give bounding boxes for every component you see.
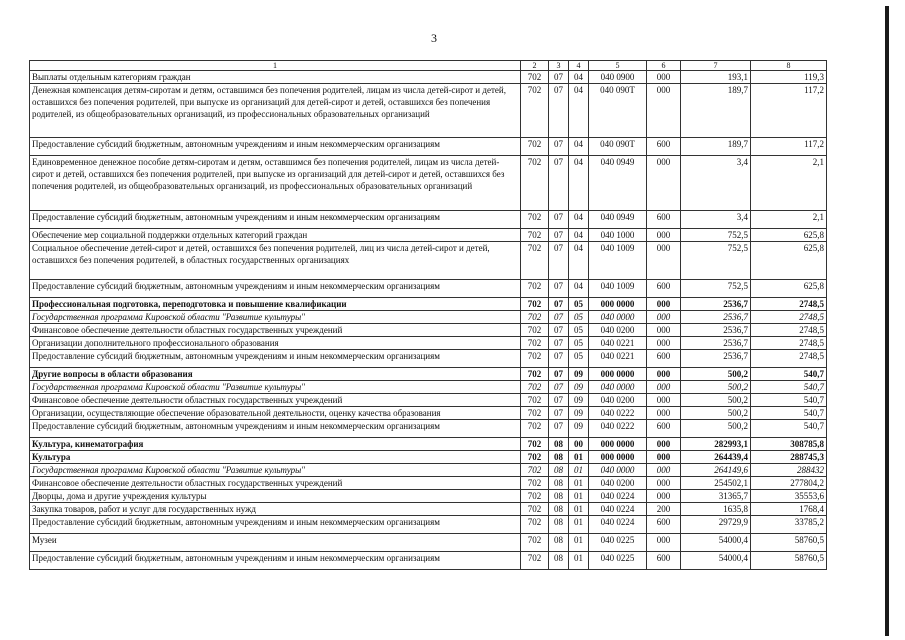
row-col5-cell: 040 0200	[589, 477, 647, 490]
row-col5-cell: 040 090Т	[589, 138, 647, 156]
row-col2-cell: 702	[521, 229, 549, 242]
row-col8-cell: 308785,8	[751, 438, 827, 451]
row-name-cell: Финансовое обеспечение деятельности областных государственных учреждений	[30, 394, 521, 407]
row-name-cell: Социальное обеспечение детей-сирот и детей, оставшихся без попечения родителей, лиц из числа детей-сирот и детей, оставшихся без попечения родителей, в областных государственных организациях	[30, 242, 521, 280]
row-col7-cell: 3,4	[681, 211, 751, 229]
row-col3-cell: 07	[549, 311, 569, 324]
row-col7-cell: 54000,4	[681, 534, 751, 552]
row-col5-cell: 040 0000	[589, 311, 647, 324]
table-row	[30, 138, 827, 156]
row-col6-cell: 600	[647, 138, 681, 156]
row-col6-cell: 600	[647, 552, 681, 570]
row-col5-cell: 040 0200	[589, 394, 647, 407]
table-row	[30, 407, 827, 420]
row-col6-cell: 600	[647, 280, 681, 298]
row-col8-cell: 540,7	[751, 368, 827, 381]
row-name-cell: Выплаты отдельным категориям граждан	[30, 71, 521, 84]
row-col7-cell: 500,2	[681, 407, 751, 420]
row-col6-cell: 600	[647, 350, 681, 368]
table-row	[30, 394, 827, 407]
row-col7-cell: 2536,7	[681, 311, 751, 324]
row-col8-cell: 2748,5	[751, 311, 827, 324]
row-col5-cell: 040 0222	[589, 420, 647, 438]
row-col6-cell: 000	[647, 242, 681, 280]
row-col4-cell: 05	[569, 324, 589, 337]
row-col2-cell: 702	[521, 407, 549, 420]
row-col8-cell: 58760,5	[751, 534, 827, 552]
row-col2-cell: 702	[521, 350, 549, 368]
row-col7-cell: 500,2	[681, 381, 751, 394]
row-name-cell: Предоставление субсидий бюджетным, автономным учреждениям и иным некоммерческим организациям	[30, 211, 521, 229]
header-col-8: 8	[751, 61, 827, 71]
row-col7-cell: 752,5	[681, 229, 751, 242]
table-row	[30, 368, 827, 381]
row-col6-cell: 000	[647, 534, 681, 552]
row-col7-cell: 500,2	[681, 394, 751, 407]
row-col4-cell: 05	[569, 311, 589, 324]
row-col7-cell: 29729,9	[681, 516, 751, 534]
row-col8-cell: 277804,2	[751, 477, 827, 490]
row-col3-cell: 07	[549, 337, 569, 350]
row-col6-cell: 000	[647, 229, 681, 242]
row-col2-cell: 702	[521, 394, 549, 407]
table-row	[30, 350, 827, 368]
row-col8-cell: 117,2	[751, 138, 827, 156]
row-col8-cell: 119,3	[751, 71, 827, 84]
row-col5-cell: 040 0949	[589, 156, 647, 211]
row-col3-cell: 07	[549, 368, 569, 381]
table-row	[30, 516, 827, 534]
row-col6-cell: 600	[647, 211, 681, 229]
row-col3-cell: 08	[549, 438, 569, 451]
row-col7-cell: 264439,4	[681, 451, 751, 464]
row-col4-cell: 01	[569, 451, 589, 464]
row-col8-cell: 2,1	[751, 211, 827, 229]
header-col-1: 1	[30, 61, 521, 71]
row-col8-cell: 625,8	[751, 280, 827, 298]
table-row	[30, 337, 827, 350]
header-col-2: 2	[521, 61, 549, 71]
table-row	[30, 211, 827, 229]
header-col-7: 7	[681, 61, 751, 71]
row-col4-cell: 01	[569, 516, 589, 534]
row-col8-cell: 288745,3	[751, 451, 827, 464]
row-name-cell: Финансовое обеспечение деятельности областных государственных учреждений	[30, 324, 521, 337]
row-col6-cell: 000	[647, 381, 681, 394]
table-row	[30, 84, 827, 138]
table-row	[30, 490, 827, 503]
row-col5-cell: 040 0221	[589, 350, 647, 368]
row-col5-cell: 000 0000	[589, 298, 647, 311]
row-col5-cell: 040 0224	[589, 490, 647, 503]
row-col3-cell: 07	[549, 156, 569, 211]
row-col7-cell: 54000,4	[681, 552, 751, 570]
row-col2-cell: 702	[521, 552, 549, 570]
row-col2-cell: 702	[521, 477, 549, 490]
row-col3-cell: 08	[549, 516, 569, 534]
row-col2-cell: 702	[521, 368, 549, 381]
row-col7-cell: 752,5	[681, 242, 751, 280]
table-row	[30, 311, 827, 324]
table-body	[30, 61, 827, 570]
row-name-cell: Государственная программа Кировской области "Развитие культуры"	[30, 311, 521, 324]
row-col4-cell: 09	[569, 394, 589, 407]
row-col7-cell: 193,1	[681, 71, 751, 84]
row-col3-cell: 07	[549, 138, 569, 156]
row-col8-cell: 33785,2	[751, 516, 827, 534]
table-row	[30, 552, 827, 570]
row-col7-cell: 500,2	[681, 420, 751, 438]
row-col2-cell: 702	[521, 311, 549, 324]
row-col3-cell: 07	[549, 381, 569, 394]
table-row	[30, 503, 827, 516]
row-col2-cell: 702	[521, 211, 549, 229]
table-row	[30, 324, 827, 337]
table-header-row	[30, 61, 827, 71]
row-col6-cell: 600	[647, 420, 681, 438]
table-row	[30, 451, 827, 464]
row-col4-cell: 01	[569, 534, 589, 552]
row-col5-cell: 040 1009	[589, 242, 647, 280]
row-col5-cell: 040 0000	[589, 464, 647, 477]
table-row	[30, 420, 827, 438]
row-col3-cell: 07	[549, 324, 569, 337]
header-col-5: 5	[589, 61, 647, 71]
table-row	[30, 229, 827, 242]
row-col4-cell: 00	[569, 438, 589, 451]
row-col8-cell: 2,1	[751, 156, 827, 211]
row-col2-cell: 702	[521, 438, 549, 451]
header-col-6: 6	[647, 61, 681, 71]
row-col3-cell: 07	[549, 298, 569, 311]
row-col4-cell: 09	[569, 407, 589, 420]
row-col3-cell: 07	[549, 407, 569, 420]
row-col7-cell: 31365,7	[681, 490, 751, 503]
scan-edge-line	[885, 6, 889, 636]
row-col7-cell: 189,7	[681, 84, 751, 138]
row-col3-cell: 07	[549, 84, 569, 138]
row-col4-cell: 05	[569, 350, 589, 368]
row-name-cell: Государственная программа Кировской области "Развитие культуры"	[30, 381, 521, 394]
row-col5-cell: 040 0000	[589, 381, 647, 394]
row-col4-cell: 01	[569, 552, 589, 570]
row-col8-cell: 540,7	[751, 420, 827, 438]
row-col8-cell: 288432	[751, 464, 827, 477]
row-col4-cell: 04	[569, 71, 589, 84]
table-row	[30, 381, 827, 394]
row-col6-cell: 000	[647, 407, 681, 420]
row-col3-cell: 07	[549, 229, 569, 242]
row-name-cell: Предоставление субсидий бюджетным, автономным учреждениям и иным некоммерческим организациям	[30, 280, 521, 298]
row-name-cell: Обеспечение мер социальной поддержки отдельных категорий граждан	[30, 229, 521, 242]
row-col6-cell: 000	[647, 71, 681, 84]
row-name-cell: Организации, осуществляющие обеспечение образовательной деятельности, оценку качества образования	[30, 407, 521, 420]
row-col6-cell: 000	[647, 311, 681, 324]
row-col6-cell: 000	[647, 394, 681, 407]
row-col4-cell: 04	[569, 229, 589, 242]
row-col7-cell: 2536,7	[681, 350, 751, 368]
row-col4-cell: 05	[569, 298, 589, 311]
row-col2-cell: 702	[521, 298, 549, 311]
row-name-cell: Дворцы, дома и другие учреждения культуры	[30, 490, 521, 503]
row-col3-cell: 07	[549, 420, 569, 438]
row-col7-cell: 1635,8	[681, 503, 751, 516]
row-col4-cell: 09	[569, 381, 589, 394]
table-row	[30, 71, 827, 84]
row-col5-cell: 040 0225	[589, 534, 647, 552]
row-col4-cell: 01	[569, 490, 589, 503]
row-col6-cell: 000	[647, 324, 681, 337]
row-col5-cell: 000 0000	[589, 451, 647, 464]
row-col4-cell: 04	[569, 84, 589, 138]
row-col2-cell: 702	[521, 381, 549, 394]
row-col7-cell: 3,4	[681, 156, 751, 211]
row-col8-cell: 58760,5	[751, 552, 827, 570]
row-col3-cell: 07	[549, 71, 569, 84]
row-col7-cell: 2536,7	[681, 324, 751, 337]
row-name-cell: Культура, кинематография	[30, 438, 521, 451]
header-col-3: 3	[549, 61, 569, 71]
row-name-cell: Культура	[30, 451, 521, 464]
row-col2-cell: 702	[521, 280, 549, 298]
row-col3-cell: 08	[549, 534, 569, 552]
row-col5-cell: 040 0200	[589, 324, 647, 337]
row-name-cell: Другие вопросы в области образования	[30, 368, 521, 381]
row-col3-cell: 08	[549, 451, 569, 464]
row-col5-cell: 040 090Т	[589, 84, 647, 138]
row-col2-cell: 702	[521, 464, 549, 477]
row-name-cell: Предоставление субсидий бюджетным, автономным учреждениям и иным некоммерческим организациям	[30, 350, 521, 368]
row-col8-cell: 2748,5	[751, 324, 827, 337]
row-col8-cell: 540,7	[751, 407, 827, 420]
row-col5-cell: 040 0224	[589, 516, 647, 534]
row-col5-cell: 000 0000	[589, 438, 647, 451]
row-col4-cell: 04	[569, 211, 589, 229]
table-row	[30, 156, 827, 211]
row-col4-cell: 09	[569, 420, 589, 438]
row-col2-cell: 702	[521, 84, 549, 138]
row-col5-cell: 040 1000	[589, 229, 647, 242]
row-name-cell: Профессиональная подготовка, переподготовка и повышение квалификации	[30, 298, 521, 311]
row-col8-cell: 540,7	[751, 394, 827, 407]
row-col5-cell: 040 0224	[589, 503, 647, 516]
row-col8-cell: 625,8	[751, 242, 827, 280]
row-col4-cell: 01	[569, 477, 589, 490]
row-name-cell: Предоставление субсидий бюджетным, автономным учреждениям и иным некоммерческим организациям	[30, 516, 521, 534]
row-col6-cell: 200	[647, 503, 681, 516]
table-row	[30, 298, 827, 311]
table-row	[30, 242, 827, 280]
row-col6-cell: 000	[647, 438, 681, 451]
row-col3-cell: 07	[549, 350, 569, 368]
row-col6-cell: 000	[647, 337, 681, 350]
table-row	[30, 534, 827, 552]
row-col3-cell: 07	[549, 280, 569, 298]
row-col5-cell: 040 0949	[589, 211, 647, 229]
row-name-cell: Предоставление субсидий бюджетным, автономным учреждениям и иным некоммерческим организациям	[30, 552, 521, 570]
row-col2-cell: 702	[521, 420, 549, 438]
row-col3-cell: 08	[549, 464, 569, 477]
row-col3-cell: 07	[549, 242, 569, 280]
row-col7-cell: 282993,1	[681, 438, 751, 451]
row-col7-cell: 500,2	[681, 368, 751, 381]
table-row	[30, 477, 827, 490]
page-number: 3	[431, 31, 437, 45]
row-col5-cell: 040 0225	[589, 552, 647, 570]
row-col4-cell: 04	[569, 138, 589, 156]
row-col4-cell: 04	[569, 280, 589, 298]
row-col7-cell: 264149,6	[681, 464, 751, 477]
row-col3-cell: 08	[549, 552, 569, 570]
row-col4-cell: 01	[569, 464, 589, 477]
row-col6-cell: 000	[647, 298, 681, 311]
row-col7-cell: 2536,7	[681, 337, 751, 350]
budget-table	[29, 60, 827, 570]
row-col2-cell: 702	[521, 324, 549, 337]
row-col4-cell: 04	[569, 156, 589, 211]
row-col3-cell: 07	[549, 211, 569, 229]
row-col6-cell: 000	[647, 464, 681, 477]
table-row	[30, 280, 827, 298]
row-name-cell: Закупка товаров, работ и услуг для государственных нужд	[30, 503, 521, 516]
row-col2-cell: 702	[521, 490, 549, 503]
row-name-cell: Финансовое обеспечение деятельности областных государственных учреждений	[30, 477, 521, 490]
row-col6-cell: 000	[647, 156, 681, 211]
row-col2-cell: 702	[521, 503, 549, 516]
row-name-cell: Денежная компенсация детям-сиротам и детям, оставшимся без попечения родителей, лицам из числа детей-сирот и детей, оставшихся без попечения родителей, при выпуске из организаций для детей-сирот и детей, оставшихся без попечения родителей, из общеобразовательных организаций, из профессиональных образовательных организаций	[30, 84, 521, 138]
row-col4-cell: 05	[569, 337, 589, 350]
row-col8-cell: 540,7	[751, 381, 827, 394]
row-col6-cell: 000	[647, 84, 681, 138]
row-col8-cell: 625,8	[751, 229, 827, 242]
row-col5-cell: 040 0221	[589, 337, 647, 350]
row-col7-cell: 189,7	[681, 138, 751, 156]
row-col5-cell: 000 0000	[589, 368, 647, 381]
row-col7-cell: 254502,1	[681, 477, 751, 490]
row-col8-cell: 2748,5	[751, 350, 827, 368]
row-col5-cell: 040 0900	[589, 71, 647, 84]
row-col3-cell: 07	[549, 394, 569, 407]
row-col8-cell: 117,2	[751, 84, 827, 138]
row-col2-cell: 702	[521, 156, 549, 211]
row-name-cell: Предоставление субсидий бюджетным, автономным учреждениям и иным некоммерческим организациям	[30, 420, 521, 438]
header-col-4: 4	[569, 61, 589, 71]
row-name-cell: Единовременное денежное пособие детям-сиротам и детям, оставшимся без попечения родителей, лицам из числа детей-сирот и детей, оставшихся без попечения родителей, при выпуске из организаций для детей-сирот и детей, оставшихся без попечения родителей, из общеобразовательных организаций, из профессиональных образовательных организаций	[30, 156, 521, 211]
row-name-cell: Государственная программа Кировской области "Развитие культуры"	[30, 464, 521, 477]
row-name-cell: Музеи	[30, 534, 521, 552]
row-col8-cell: 35553,6	[751, 490, 827, 503]
row-col2-cell: 702	[521, 337, 549, 350]
table-row	[30, 464, 827, 477]
row-col2-cell: 702	[521, 138, 549, 156]
row-col3-cell: 08	[549, 503, 569, 516]
row-col5-cell: 040 1009	[589, 280, 647, 298]
row-col7-cell: 2536,7	[681, 298, 751, 311]
row-col2-cell: 702	[521, 534, 549, 552]
row-col2-cell: 702	[521, 451, 549, 464]
row-col4-cell: 01	[569, 503, 589, 516]
row-col2-cell: 702	[521, 242, 549, 280]
row-col4-cell: 09	[569, 368, 589, 381]
row-col7-cell: 752,5	[681, 280, 751, 298]
row-col8-cell: 2748,5	[751, 337, 827, 350]
row-col6-cell: 000	[647, 477, 681, 490]
row-col6-cell: 600	[647, 516, 681, 534]
row-col6-cell: 000	[647, 490, 681, 503]
row-name-cell: Предоставление субсидий бюджетным, автономным учреждениям и иным некоммерческим организациям	[30, 138, 521, 156]
row-col4-cell: 04	[569, 242, 589, 280]
row-col5-cell: 040 0222	[589, 407, 647, 420]
row-col6-cell: 000	[647, 451, 681, 464]
row-col2-cell: 702	[521, 71, 549, 84]
table-row	[30, 438, 827, 451]
row-col3-cell: 08	[549, 477, 569, 490]
row-col6-cell: 000	[647, 368, 681, 381]
row-col8-cell: 2748,5	[751, 298, 827, 311]
row-col2-cell: 702	[521, 516, 549, 534]
row-name-cell: Организации дополнительного профессионального образования	[30, 337, 521, 350]
row-col3-cell: 08	[549, 490, 569, 503]
row-col8-cell: 1768,4	[751, 503, 827, 516]
